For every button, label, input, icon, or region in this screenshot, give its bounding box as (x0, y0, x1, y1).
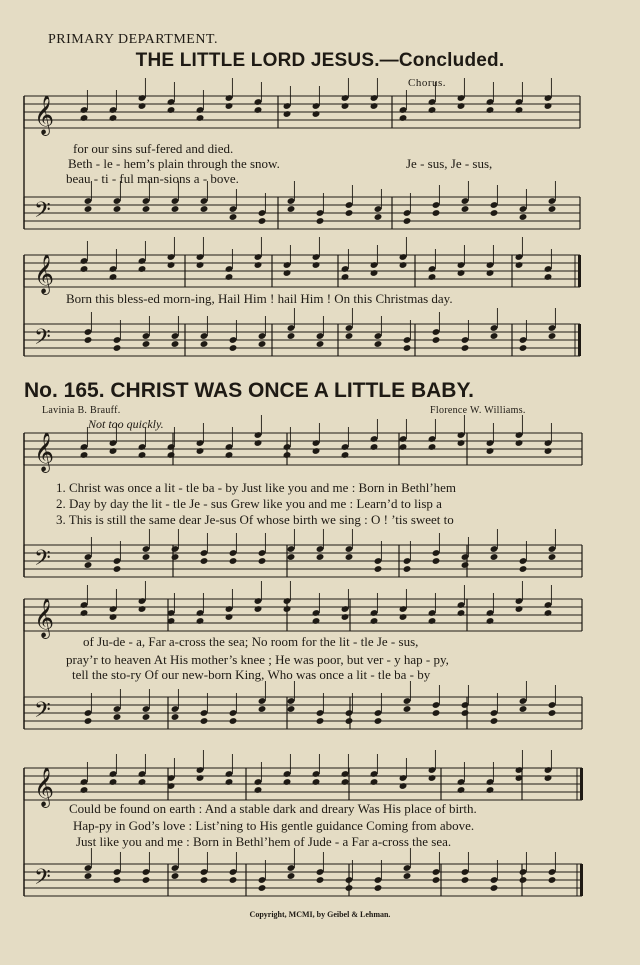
final-bar (580, 864, 583, 896)
bass-clef-icon: 𝄢 (34, 546, 51, 576)
note-head (200, 557, 209, 565)
note-head (196, 617, 205, 625)
note-head (138, 605, 147, 613)
note-head (138, 451, 147, 459)
note-head (84, 336, 93, 344)
note-head (432, 876, 441, 884)
note-head (258, 557, 267, 565)
note-head (113, 565, 122, 573)
note-head (370, 617, 379, 625)
note-head (399, 443, 408, 451)
note-head (403, 217, 412, 225)
note-head (428, 106, 437, 114)
note-head (515, 261, 524, 269)
note-head (229, 213, 238, 221)
note-head (200, 340, 209, 348)
treble-clef-icon: 𝄞 (34, 767, 55, 807)
note-head (316, 717, 325, 725)
verse-2-line: Hap-py in God’s love : List’ning to His gentle guidance Coming from above. (73, 818, 475, 833)
note-head (341, 451, 350, 459)
bass-clef-icon: 𝄢 (34, 325, 51, 355)
note-head (428, 617, 437, 625)
note-head (544, 774, 553, 782)
note-head (374, 565, 383, 573)
note-head (345, 209, 354, 217)
note-head (200, 717, 209, 725)
note-head (84, 717, 93, 725)
note-head (428, 273, 437, 281)
note-head (457, 269, 466, 277)
note-head (341, 778, 350, 786)
note-head (374, 884, 383, 892)
note-head (258, 340, 267, 348)
note-head (461, 709, 470, 717)
note-head (428, 443, 437, 451)
note-head (312, 110, 321, 118)
lyric-line: Beth - le - hem’s plain through the snow. (68, 156, 280, 171)
note-head (258, 217, 267, 225)
note-head (84, 561, 93, 569)
note-head (544, 609, 553, 617)
note-head (519, 705, 528, 713)
note-head (341, 273, 350, 281)
note-head (403, 872, 412, 880)
note-head (399, 114, 408, 122)
note-head (138, 102, 147, 110)
chorus-label: Chorus. (408, 77, 447, 89)
note-head (312, 447, 321, 455)
verse-2-line: 2. Day by day the lit - tle Je - sus Grew like you and me : Learn’d to lisp a (56, 496, 442, 511)
note-head (515, 605, 524, 613)
note-head (490, 209, 499, 217)
tempo-marking: Not too quickly. (88, 417, 164, 431)
note-head (229, 717, 238, 725)
note-head (345, 717, 354, 725)
note-head (138, 778, 147, 786)
note-head (287, 872, 296, 880)
note-head (345, 884, 354, 892)
note-head (109, 613, 118, 621)
note-head (316, 553, 325, 561)
note-head (403, 705, 412, 713)
note-head (316, 340, 325, 348)
bass-clef-icon: 𝄢 (34, 198, 51, 228)
note-head (370, 443, 379, 451)
note-head (113, 713, 122, 721)
note-head (519, 344, 528, 352)
note-head (80, 786, 89, 794)
note-head (432, 709, 441, 717)
treble-clef-icon: 𝄞 (34, 598, 55, 638)
hymn-number-title: No. 165. CHRIST WAS ONCE A LITTLE BABY. (24, 379, 474, 402)
note-head (432, 557, 441, 565)
note-head (225, 273, 234, 281)
treble-clef-icon: 𝄞 (34, 432, 55, 472)
verse-1-line: Could be found on earth : And a stable dark and dreary Was His place of birth. (69, 801, 477, 816)
verse-3-line: Just like you and me : Born in Bethl’hem of Jude - a Far a-cross the sea. (76, 834, 452, 849)
note-head (432, 336, 441, 344)
note-head (200, 876, 209, 884)
treble-clef-icon: 𝄞 (34, 254, 55, 294)
note-head (283, 269, 292, 277)
note-head (171, 205, 180, 213)
note-head (283, 605, 292, 613)
note-head (167, 451, 176, 459)
note-head (80, 451, 89, 459)
note-head (171, 872, 180, 880)
note-head (548, 205, 557, 213)
note-head (142, 205, 151, 213)
note-head (399, 261, 408, 269)
final-bar (578, 324, 581, 356)
note-head (370, 778, 379, 786)
note-head (548, 709, 557, 717)
note-head (258, 884, 267, 892)
note-head (109, 273, 118, 281)
note-head (142, 553, 151, 561)
lyricist: Lavinia B. Brauff. (42, 405, 121, 416)
note-head (399, 782, 408, 790)
verse-3-line: tell the sto-ry Of our new-born King, Who was once a lit - tle ba - by (72, 667, 431, 682)
note-head (341, 613, 350, 621)
note-head (225, 102, 234, 110)
note-head (225, 451, 234, 459)
note-head (196, 261, 205, 269)
note-head (229, 557, 238, 565)
note-head (461, 561, 470, 569)
note-head (544, 102, 553, 110)
note-head (486, 447, 495, 455)
note-head (167, 261, 176, 269)
note-head (109, 447, 118, 455)
note-head (196, 447, 205, 455)
note-head (403, 344, 412, 352)
note-head (519, 213, 528, 221)
note-head (374, 213, 383, 221)
note-head (287, 205, 296, 213)
note-head (142, 340, 151, 348)
note-head (515, 439, 524, 447)
note-head (171, 713, 180, 721)
verse-3-line: 3. This is still the same dear Je-sus Of whose birth we sing : O ! ’tis sweet to (56, 512, 454, 527)
note-head (167, 106, 176, 114)
verse-2-line: pray’r to heaven At His mother’s knee ; He was poor, but ver - y hap - py, (66, 652, 449, 667)
note-head (432, 209, 441, 217)
note-head (345, 332, 354, 340)
lyric-line: Born this bless-ed morn-ing, Hail Him ! hail Him ! On this Christmas day. (66, 291, 453, 306)
copyright-notice: Copyright, MCMI, by Geibel & Lehman. (249, 910, 391, 919)
note-head (461, 344, 470, 352)
note-head (225, 613, 234, 621)
lyric-line: beau - ti - ful man-sions a - bove. (66, 171, 239, 186)
note-head (113, 205, 122, 213)
note-head (490, 553, 499, 561)
lyric-line: for our sins suf-fered and died. (73, 141, 234, 156)
note-head (80, 609, 89, 617)
note-head (254, 106, 263, 114)
note-head (142, 876, 151, 884)
note-head (80, 265, 89, 273)
note-head (548, 332, 557, 340)
note-head (544, 447, 553, 455)
note-head (109, 114, 118, 122)
bass-clef-icon: 𝄢 (34, 698, 51, 728)
note-head (457, 609, 466, 617)
note-head (258, 705, 267, 713)
note-head (84, 872, 93, 880)
note-head (113, 876, 122, 884)
note-head (370, 269, 379, 277)
final-bar (578, 255, 581, 287)
note-head (283, 451, 292, 459)
note-head (461, 205, 470, 213)
note-head (548, 553, 557, 561)
note-head (457, 102, 466, 110)
note-head (283, 110, 292, 118)
note-head (374, 340, 383, 348)
note-head (486, 106, 495, 114)
note-head (486, 786, 495, 794)
note-head (403, 565, 412, 573)
note-head (138, 265, 147, 273)
note-head (254, 786, 263, 794)
note-head (254, 261, 263, 269)
note-head (225, 778, 234, 786)
note-head (283, 778, 292, 786)
bass-clef-icon: 𝄢 (34, 865, 51, 895)
note-head (544, 273, 553, 281)
note-head (113, 344, 122, 352)
note-head (486, 269, 495, 277)
verse-1-line: of Ju-de - a, Far a-cross the sea; No room for the lit - tle Je - sus, (83, 634, 419, 649)
note-head (457, 786, 466, 794)
note-head (370, 102, 379, 110)
note-head (548, 876, 557, 884)
note-head (84, 205, 93, 213)
note-head (316, 217, 325, 225)
note-head (399, 613, 408, 621)
note-head (196, 774, 205, 782)
note-head (254, 439, 263, 447)
note-head (316, 876, 325, 884)
note-head (229, 344, 238, 352)
note-head (457, 439, 466, 447)
final-bar (580, 768, 583, 800)
note-head (196, 114, 205, 122)
note-head (428, 774, 437, 782)
note-head (287, 332, 296, 340)
note-head (341, 102, 350, 110)
composer: Florence W. Williams. (430, 405, 526, 416)
note-head (171, 553, 180, 561)
note-head (229, 876, 238, 884)
note-head (345, 553, 354, 561)
lyric-chorus: Je - sus, Je - sus, (406, 156, 493, 171)
note-head (519, 876, 528, 884)
note-head (312, 261, 321, 269)
note-head (80, 114, 89, 122)
note-head (490, 884, 499, 892)
note-head (312, 778, 321, 786)
note-head (515, 106, 524, 114)
note-head (142, 713, 151, 721)
note-head (461, 876, 470, 884)
department-header: PRIMARY DEPARTMENT. (48, 32, 218, 47)
note-head (312, 617, 321, 625)
note-head (200, 205, 209, 213)
treble-clef-icon: 𝄞 (34, 95, 55, 135)
note-head (109, 778, 118, 786)
note-head (171, 340, 180, 348)
verse-1-line: 1. Christ was once a lit - tle ba - by Just like you and me : Born in Bethl’hem (56, 480, 457, 495)
note-head (374, 717, 383, 725)
note-head (490, 332, 499, 340)
note-head (287, 705, 296, 713)
note-head (287, 553, 296, 561)
note-head (519, 565, 528, 573)
note-head (490, 717, 499, 725)
note-head (486, 617, 495, 625)
note-head (254, 605, 263, 613)
song-title-continued: THE LITTLE LORD JESUS.—Concluded. (135, 50, 505, 71)
